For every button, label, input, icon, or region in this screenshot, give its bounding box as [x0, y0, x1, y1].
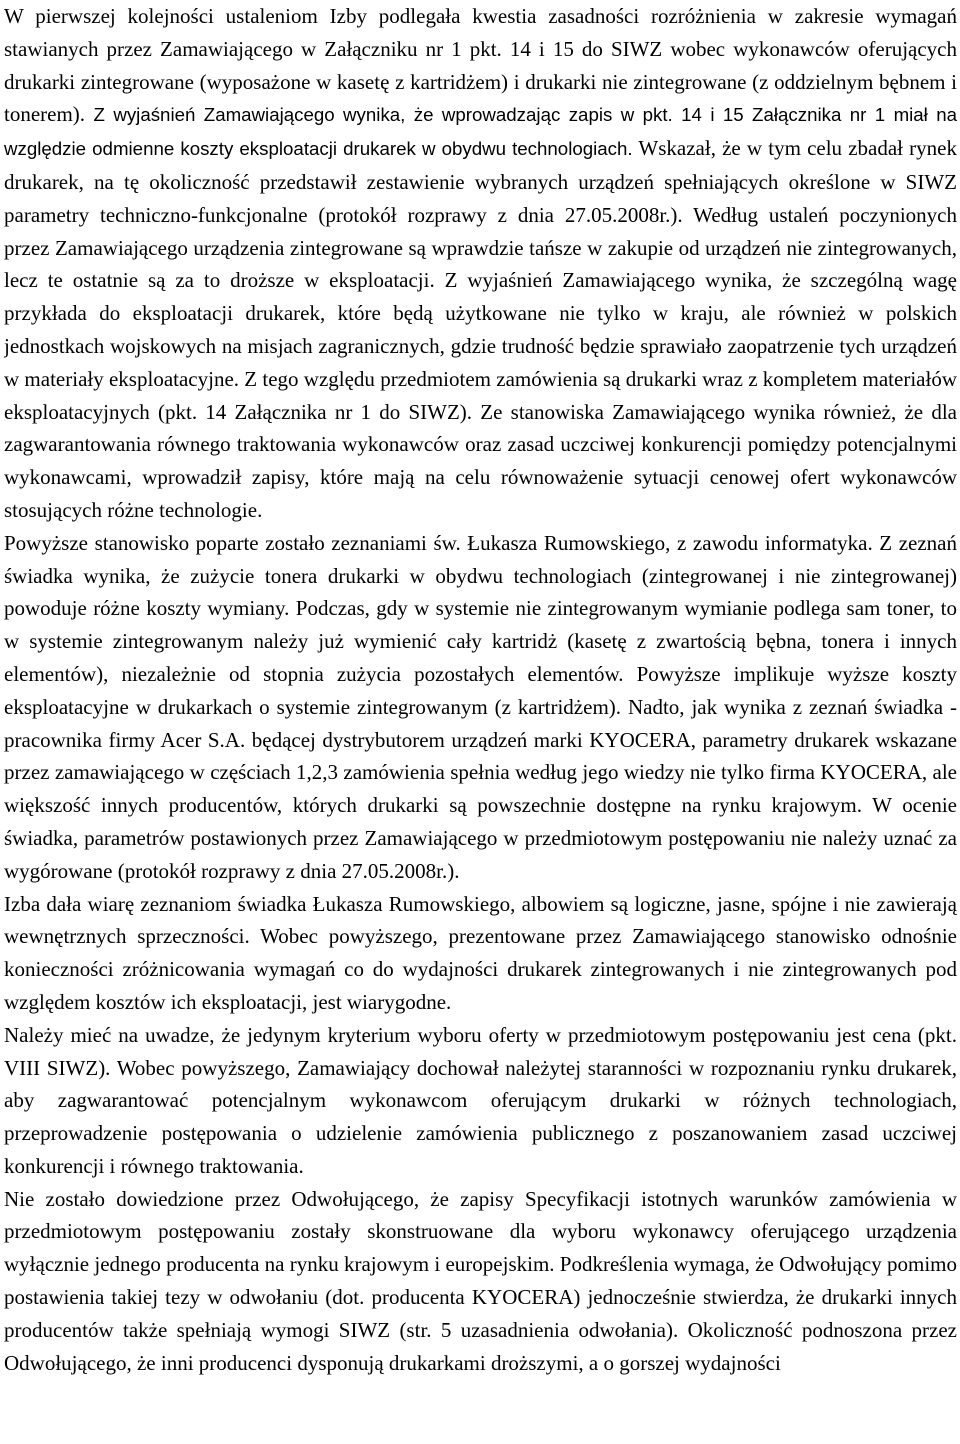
paragraph-1-text-a: W pierwszej kolejności ustaleniom Izby podlegała kwestia zasadności rozróżnienia w zakresie wymagań stawianych przez Zamawiającego w Załączniku nr 1 pkt. 14 i 15 do SIWZ wobec wykonawców oferujących drukarki zintegrowane (wyposażone w kasetę z kartridżem) i drukarki nie zintegrowane (z oddzielnym bębnem i tonerem). — [4, 4, 957, 127]
paragraph-2 — [4, 527, 957, 888]
paragraph-4-text: Należy mieć na uwadze, że jedynym kryterium wyboru oferty w przedmiotowym postępowaniu jest cena (pkt. VIII SIWZ). Wobec powyższego, Zamawiający dochował należytej staranności w rozpoznaniu rynku drukarek, aby zagwarantować potencjalnym wykonawcom oferującym drukarki w różnych technologiach, przeprowadzenie postępowania o udzielenie zamówienia publicznego z poszanowaniem zasad uczciwej konkurencji i równego traktowania. — [4, 1022, 957, 1178]
paragraph-1-text-c: Wskazał, że w tym celu zbadał rynek drukarek, na tę okoliczność przedstawił zestawienie wybranych urządzeń spełniających określone w SIWZ parametry techniczno-funkcjonalne (protokół rozprawy z dnia 27.05.2008r.). Według ustaleń poczynionych przez Zamawiającego urządzenia zintegrowane są wprawdzie tańsze w zakupie od urządzeń nie zintegrowanych, lecz te ostatnie są za to droższe w eksploatacji. Z wyjaśnień Zamawiającego wynika, że szczególną wagę przykłada do eksploatacji drukarek, które będą użytkowane nie tylko w kraju, ale również w polskich jednostkach wojskowych na misjach zagranicznych, gdzie trudność będzie sprawiało zaopatrzenie tych urządzeń w materiały eksploatacyjne. Z tego względu przedmiotem zamówienia są drukarki wraz z kompletem materiałów eksploatacyjnych (pkt. 14 Załącznika nr 1 do SIWZ). Ze stanowiska Zamawiającego wynika również, że dla zagwarantowania równego traktowania wykonawców oraz zasad uczciwej konkurencji pomiędzy potencjalnymi wykonawcami, wprowadził zapisy, które mają na celu równoważenie sytuacji cenowej ofert wykonawców stosujących różne technologie. — [4, 136, 957, 522]
paragraph-3-text: Izba dała wiarę zeznaniom świadka Łukasza Rumowskiego, albowiem są logiczne, jasne, spójne i nie zawierają wewnętrznych sprzeczności. Wobec powyższego, prezentowane przez Zamawiającego stanowisko odnośnie konieczności zróżnicowania wymagań co do wydajności drukarek zintegrowanych i nie zintegrowanych pod względem kosztów ich eksploatacji, jest wiarygodne. — [4, 891, 957, 1014]
paragraph-4 — [4, 1019, 957, 1183]
paragraph-2-text: Powyższe stanowisko poparte zostało zeznaniami św. Łukasza Rumowskiego, z zawodu informatyka. Z zeznań świadka wynika, że zużycie tonera drukarki w obydwu technologiach (zintegrowanej i nie zintegrowanej) powoduje różne koszty wymiany. Podczas, gdy w systemie nie zintegrowanym wymianie podlega sam toner, to w systemie zintegrowanym należy już wymienić cały kartridż (kasetę z zwartością bębna, tonera i innych elementów), niezależnie od stopnia zużycia pozostałych elementów. Powyższe implikuje wyższe koszty eksploatacyjne w drukarkach o systemie zintegrowanym (z kartridżem). Nadto, jak wynika z zeznań świadka - pracownika firmy Acer S.A. będącej dystrybutorem urządzeń marki KYOCERA, parametry drukarek wskazane przez zamawiającego w częściach 1,2,3 zamówienia spełnia według jego wiedzy nie tylko firma KYOCERA, ale większość innych producentów, których drukarki są powszechnie dostępne na rynku krajowym. W ocenie świadka, parametrów postawionych przez Zamawiającego w przedmiotowym postępowaniu nie należy uznać za wygórowane (protokół rozprawy z dnia 27.05.2008r.). — [4, 530, 957, 883]
document-page — [4, 0, 957, 1444]
paragraph-3 — [4, 888, 957, 1019]
paragraph-1-text-b: Z wyjaśnień Zamawiającego wynika, że wprowadzając zapis w pkt. 14 i 15 Załącznika nr 1 miał na względzie odmienne koszty eksploatacji drukarek w obydwu technologiach. — [4, 104, 957, 160]
paragraph-5-text: Nie zostało dowiedzione przez Odwołującego, że zapisy Specyfikacji istotnych warunków zamówienia w przedmiotowym postępowaniu zostały skonstruowane dla wyboru wykonawcy oferującego urządzenia wyłącznie jednego producenta na rynku krajowym i europejskim. Podkreślenia wymaga, że Odwołujący pomimo postawienia takiej tezy w odwołaniu (dot. producenta KYOCERA) jednocześnie stwierdza, że drukarki innych producentów także spełniają wymogi SIWZ (str. 5 uzasadnienia odwołania). Okoliczność podnoszona przez Odwołującego, że inni producenci dysponują drukarkami droższymi, a o gorszej wydajności — [4, 1186, 957, 1375]
paragraph-5 — [4, 1183, 957, 1380]
paragraph-1 — [4, 0, 957, 527]
